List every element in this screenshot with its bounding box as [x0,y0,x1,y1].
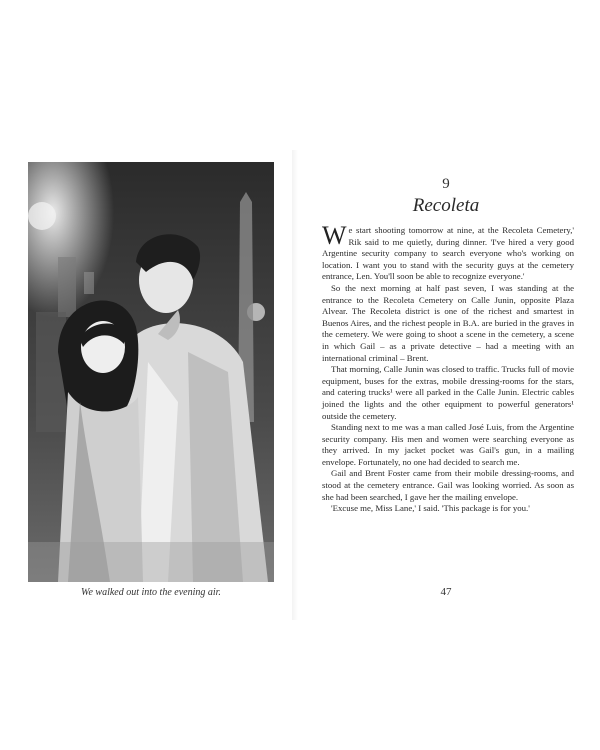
paragraph [322,221,574,283]
chapter-number: 9 [442,176,450,192]
page-gutter [292,150,298,620]
paragraph: Standing next to me was a man called José Luis, from the Argentine security company. His men and women were searching everyone as they arrived. In my jacket pocket was Gail's gun, in a mailing envelope. Fortunately, no one had decided to search me. [322,422,574,467]
chapter-text [322,221,574,515]
couple-illustration [28,162,274,582]
drop-cap: W [322,221,347,250]
page-number: 47 [440,586,452,598]
illustration [28,162,274,582]
paragraph-text: e start shooting tomorrow at nine, at the Recoleta Cemetery,' Rik said to me quietly, during dinner. 'I've hired a very good Argentine security company to search everyone who's working on location. I want you to stand with the security guys at the cemetery entrance, Len. You'll soon be able to recognize everyone.' [322,225,574,282]
paragraph: That morning, Calle Junin was closed to traffic. Trucks full of movie equipment, buses for the extras, mobile dressing-rooms for the stars, and catering trucks¹ were all parked in the Calle Junin. Electric cables joined the lights and the other equipment to powerful generators¹ outside the cemetery. [322,364,574,421]
paragraph: So the next morning at half past seven, I was standing at the entrance to the Recoleta Cemetery on Calle Junin, opposite Plaza Alvear. The Recoleta district is one of the richest and smartest in Buenos Aires, and the richest people in B.A. are buried in the graves in the cemetery. We were going to shoot a scene in the cemetery, a scene in which Gail – as a private detective – had a meeting with an international criminal – Brent. [322,282,574,363]
paragraph: 'Excuse me, Miss Lane,' I said. 'This package is for you.' [331,503,530,514]
illustration-caption: We walked out into the evening air. [81,587,221,598]
chapter-title: Recoleta [412,195,480,216]
paragraph: Gail and Brent Foster came from their mobile dressing-rooms, and stood at the cemetery entrance. Gail was looking worried. As soon as she had been searched, I gave her the mailing envelope. [322,468,574,502]
